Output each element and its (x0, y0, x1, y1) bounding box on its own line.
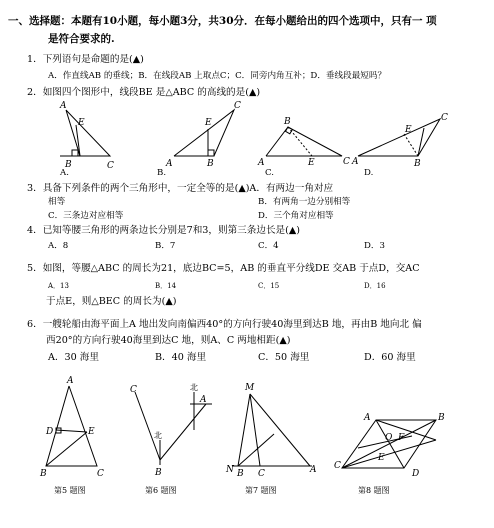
q5-option-c: C．15 (258, 282, 280, 290)
q3-option-b: B．有两角一边分别相等 (258, 197, 351, 207)
q4-option-d: D．3 (364, 241, 385, 251)
q5-stem-cont: 于点E，则△BEC 的周长为(▲) (46, 296, 177, 307)
q3-stem: 3．具备下列条件的两个三角形中，一定全等的是(▲)A．有两边一角对应 (27, 183, 334, 194)
q3-stem-cont: 相等 (48, 197, 66, 207)
q5-option-d: D．16 (364, 282, 386, 290)
q6-option-d: D．60 海里 (364, 352, 416, 363)
fig5-caption: 第5 题图 (54, 486, 86, 495)
fig5-label-A: A (67, 376, 74, 386)
q5-stem: 5．如图，等腰△ABC 的周长为21，底边BC=5，AB 的垂直平分线DE 交AB 于点D，交AC (27, 263, 420, 274)
fig8-label-F: F (398, 433, 405, 443)
q2-figure-a (60, 110, 110, 156)
fig5-label-D: D (46, 427, 54, 437)
q2d-label-A: A (352, 157, 359, 167)
q4-option-b: B．7 (155, 241, 176, 251)
q6-stem-cont: 西20°的方向行驶40海里到达C 地，则A、C 两地相距(▲) (46, 335, 291, 346)
q5-option-a: A．13 (48, 282, 69, 290)
q2-option-d: D. (364, 168, 374, 178)
q4-stem: 4．已知等腰三角形的两条边长分别是7和3，则第三条边长是(▲) (27, 225, 301, 236)
q4-option-c: C．4 (258, 241, 279, 251)
q2c-label-B: B (284, 117, 291, 127)
fig8-label-C: C (334, 461, 341, 471)
fig7-label-C: C (258, 469, 265, 479)
fig6-label-C: C (130, 385, 137, 395)
q2c-label-C: C (343, 157, 350, 167)
figure-8 (342, 420, 436, 468)
section-title-cont: 是符合要求的. (48, 33, 115, 45)
q3-option-d: D．三个角对应相等 (258, 211, 334, 221)
fig7-label-N: N (226, 465, 234, 475)
q2a-label-A: A (60, 101, 67, 111)
q2b-label-E: E (205, 118, 212, 128)
q2c-label-E: E (308, 158, 315, 168)
q2-figure-c (266, 127, 342, 156)
q6-option-b: B．40 海里 (155, 352, 207, 363)
q2b-label-A: A (166, 159, 173, 169)
fig6-label-B: B (155, 468, 162, 478)
fig8-label-D: D (412, 469, 420, 479)
q2d-label-C: C (441, 113, 448, 123)
fig6-label-north-a: 北 (190, 383, 198, 392)
fig8-label-E: E (378, 453, 385, 463)
q2-option-c: C. (265, 168, 275, 178)
fig8-label-A: A (364, 413, 371, 423)
fig8-caption: 第8 题图 (358, 486, 390, 495)
q2d-label-E: E (405, 125, 412, 135)
q1-options: A．作直线AB 的垂线；B．在线段AB 上取点C；C．同旁内角互补；D．垂线段最短吗？ (48, 71, 387, 81)
q2-stem: 2．如图四个图形中，线段BE 是△ABC 的高线的是(▲) (27, 87, 261, 98)
q3-option-c: C．三条边对应相等 (48, 211, 124, 221)
q2a-label-E: E (78, 118, 85, 128)
section-title: 一、选择题：本题有10小题，每小题3分，共30分．在每小题给出的四个选项中，只有一 项 (8, 15, 437, 27)
q2a-label-C: C (107, 161, 114, 171)
q5-option-b: B．14 (155, 282, 177, 290)
fig8-label-O: O (385, 433, 393, 443)
fig7-label-B: B (237, 469, 244, 479)
q2c-label-A: A (258, 158, 265, 168)
figure-7 (232, 394, 312, 466)
fig6-label-north-b: 北 (154, 431, 162, 440)
fig7-caption: 第7 题图 (245, 486, 277, 495)
fig5-label-E: E (88, 427, 95, 437)
fig5-label-B: B (40, 469, 47, 479)
q2b-label-B: B (207, 159, 214, 169)
fig6-caption: 第6 题图 (145, 486, 177, 495)
q6-option-c: C．50 海里 (258, 352, 310, 363)
q6-option-a: A．30 海里 (48, 352, 99, 363)
q2-option-a: A. (60, 168, 69, 178)
fig8-label-B: B (438, 413, 445, 423)
q2-figure-d (358, 119, 440, 156)
q2b-label-C: C (234, 101, 241, 111)
q4-option-a: A．8 (48, 241, 69, 251)
q2a-label-B: B (65, 160, 72, 170)
fig5-label-C: C (97, 469, 104, 479)
q1-stem: 1．下列语句是命题的是(▲) (27, 54, 144, 65)
fig7-label-A: A (310, 465, 317, 475)
q2d-label-B: B (414, 159, 421, 169)
q2-figure-b (174, 110, 234, 156)
fig7-label-M: M (245, 383, 255, 393)
q6-stem: 6．一艘轮船由海平面上A 地出发向南偏西40°的方向行驶40海里到达B 地，再由B 地向北 偏 (27, 319, 422, 330)
figure-5 (46, 386, 97, 466)
fig6-label-A: A (200, 395, 207, 405)
q2-option-b: B. (157, 168, 167, 178)
